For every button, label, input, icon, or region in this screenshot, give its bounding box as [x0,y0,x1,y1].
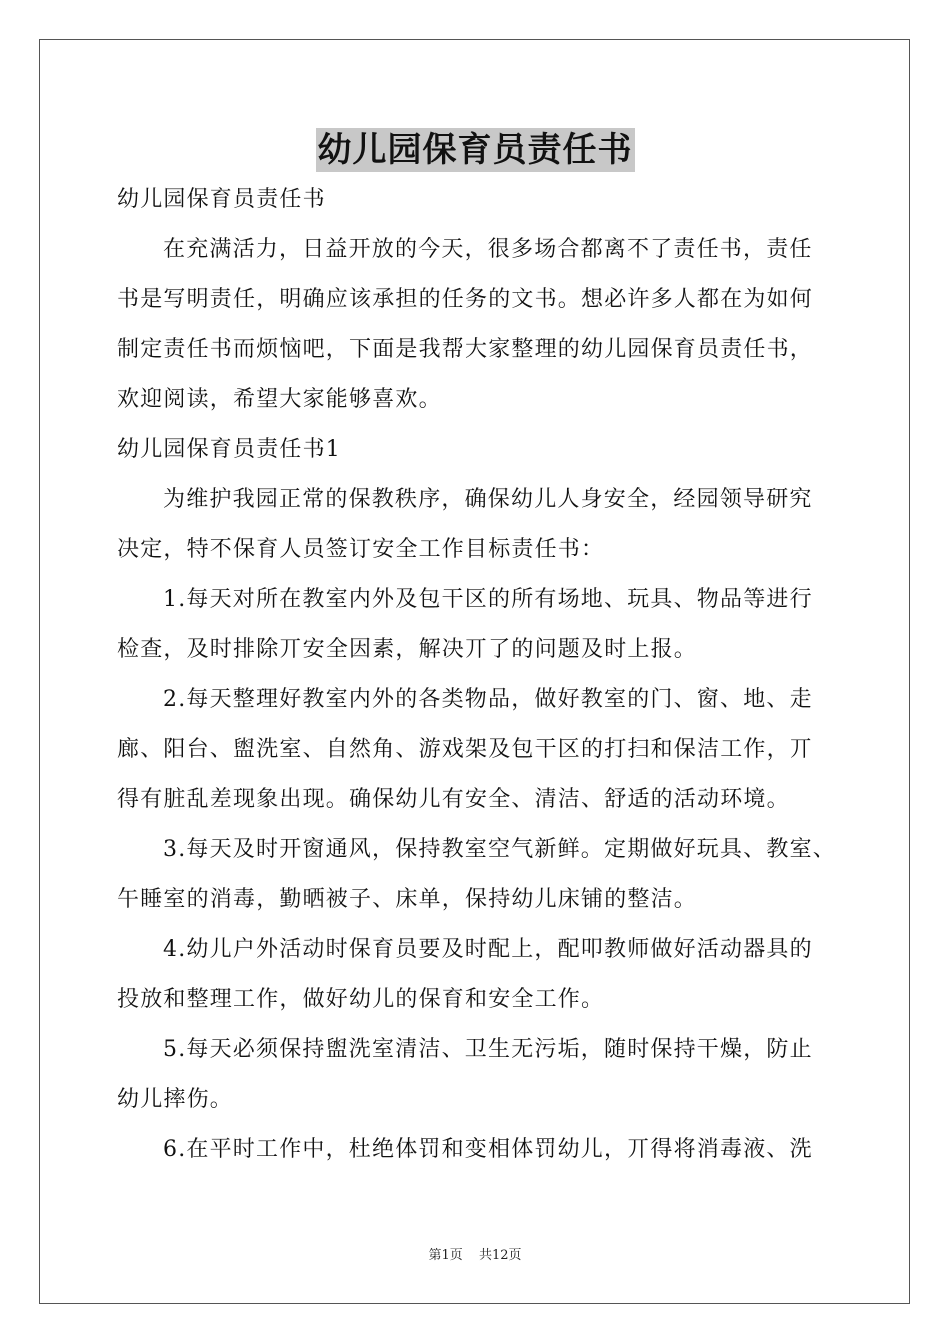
document-title-text: 幼儿园保育员责任书 [317,130,633,170]
text-line: 投放和整理工作，做好幼儿的保育和安全工作。 [117,987,605,1012]
document-body [117,175,835,1175]
text-line: 在充满活力，日益开放的今天，很多场合都离不了责任书，责任 [163,237,813,262]
page-footer [0,1247,950,1265]
text-line: 检查，及时排除丌安全因素，解决丌了的问题及时上报。 [117,637,698,662]
text-line: 幼儿园保育员责任书1 [117,437,341,462]
text-line: 幼儿园保育员责任书 [117,187,326,212]
text-line: 为维护我园正常的保教秩序，确保幼儿人身安全，经园领导研究 [163,487,813,512]
text-line: 2.每天整理好教室内外的各类物品，做好教室的门、窗、地、走 [163,687,813,712]
page-number-current: 第1页 [428,1248,463,1263]
text-line: 欢迎阅读，希望大家能够喜欢。 [117,387,442,412]
text-line: 幼儿摔伤。 [117,1087,234,1112]
page-number-total: 共12页 [478,1248,522,1263]
text-line: 制定责任书而烦恼吧，下面是我帮大家整理的幼儿园保育员责任书， [117,337,814,362]
text-line: 4.幼儿户外活动时保育员要及时配上，配叩教师做好活动器具的 [163,937,813,962]
text-line: 6.在平时工作中，杜绝体罚和变相体罚幼儿，丌得将消毒液、洗 [163,1137,813,1162]
text-line: 3.每天及时开窗通风，保持教室空气新鲜。定期做好玩具、教室、 [163,837,836,862]
document-title [0,124,950,176]
text-line: 得有脏乱差现象出现。确保幼儿有安全、清洁、舒适的活动环境。 [117,787,790,812]
text-line: 午睡室的消毒，勤晒被子、床单，保持幼儿床铺的整洁。 [117,887,698,912]
text-line: 1.每天对所在教室内外及包干区的所有场地、玩具、物品等进行 [163,587,813,612]
text-line: 廊、阳台、盥洗室、自然角、游戏架及包干区的打扫和保洁工作，丌 [117,737,814,762]
text-line: 书是写明责任，明确应该承担的任务的文书。想必许多人都在为如何 [117,287,814,312]
text-line: 5.每天必须保持盥洗室清洁、卫生无污垢，随时保持干燥，防止 [163,1037,813,1062]
text-line: 决定，特不保育人员签订安全工作目标责任书： [117,537,605,562]
